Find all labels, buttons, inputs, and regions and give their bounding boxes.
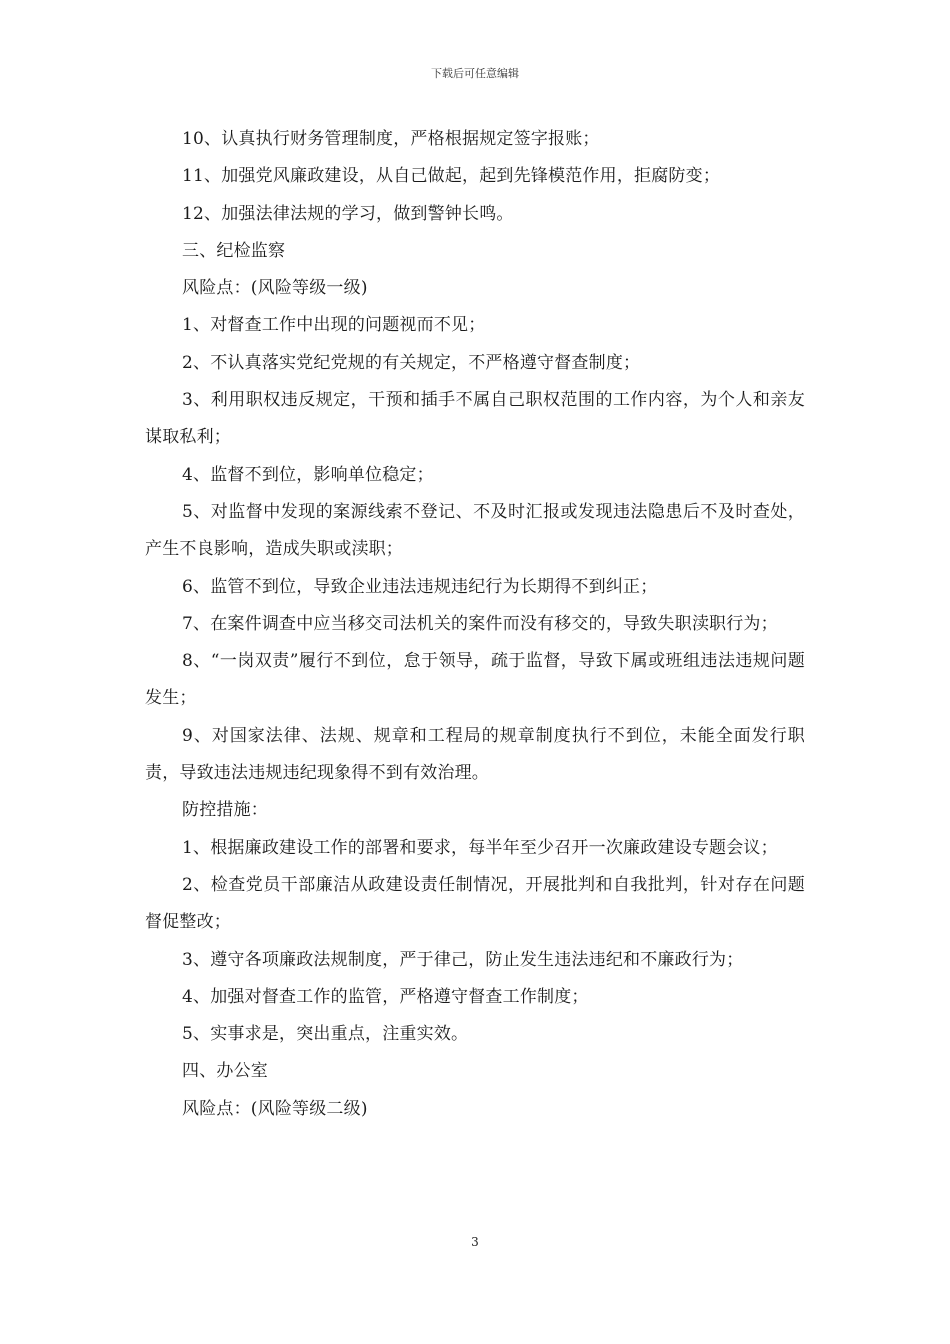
risk-point-label: 风险点：(风险等级一级): [182, 278, 368, 299]
risk-item-6: 6、监管不到位，导致企业违法违规违纪行为长期得不到纠正；: [182, 576, 658, 597]
risk-item-8: 8、“一岗双责”履行不到位，怠于领导，疏于监督，导致下属或班组违法违规问题发生；: [145, 651, 805, 709]
measure-item-3: 3、遵守各项廉政法规制度，严于律己，防止发生违法违纪和不廉政行为；: [182, 949, 744, 970]
risk-item-2: 2、不认真落实党纪党规的有关规定，不严格遵守督查制度；: [182, 352, 641, 373]
section-heading-discipline-inspection: 三、纪检监察: [182, 240, 286, 261]
risk-point-label-office: 风险点：(风险等级二级): [182, 1098, 368, 1119]
paragraph-item-10: 10、认真执行财务管理制度，严格根据规定签字报账；: [182, 129, 600, 149]
risk-item-3: 3、利用职权违反规定，干预和插手不属自己职权范围的工作内容，为个人和亲友谋取私利；: [145, 390, 805, 448]
measure-item-1: 1、根据廉政建设工作的部署和要求，每半年至少召开一次廉政建设专题会议；: [182, 837, 778, 858]
risk-item-1: 1、对督查工作中出现的问题视而不见；: [182, 315, 486, 336]
measure-item-2: 2、检查党员干部廉洁从政建设责任制情况，开展批判和自我批判，针对存在问题督促整改；: [145, 874, 805, 933]
page-number: 3: [471, 1235, 479, 1249]
paragraph-item-11: 11、加强党风廉政建设，从自己做起，起到先锋模范作用，拒腐防变；: [182, 166, 721, 187]
risk-item-5: 5、对监督中发现的案源线索不登记、不及时汇报或发现违法隐患后不及时查处，产生不良影响，造成失职或渎职；: [145, 501, 805, 560]
measure-item-4: 4、加强对督查工作的监管，严格遵守督查工作制度；: [182, 986, 589, 1007]
section-heading-office: 四、办公室: [182, 1061, 268, 1082]
risk-item-7: 7、在案件调查中应当移交司法机关的案件而没有移交的，导致失职渎职行为；: [182, 613, 778, 634]
header-note: 下载后可任意编辑: [431, 67, 519, 80]
document-body: [145, 121, 805, 1128]
risk-item-9: 9、对国家法律、法规、规章和工程局的规章制度执行不到位，未能全面发行职责，导致违法违规违纪现象得不到有效治理。: [145, 725, 805, 784]
paragraph-item-12: 12、加强法律法规的学习，做到警钟长鸣。: [182, 203, 514, 224]
measure-item-5: 5、实事求是，突出重点，注重实效。: [182, 1024, 469, 1045]
risk-item-4: 4、监督不到位，影响单位稳定；: [182, 464, 434, 485]
control-measures-label: 防控措施：: [182, 800, 268, 821]
